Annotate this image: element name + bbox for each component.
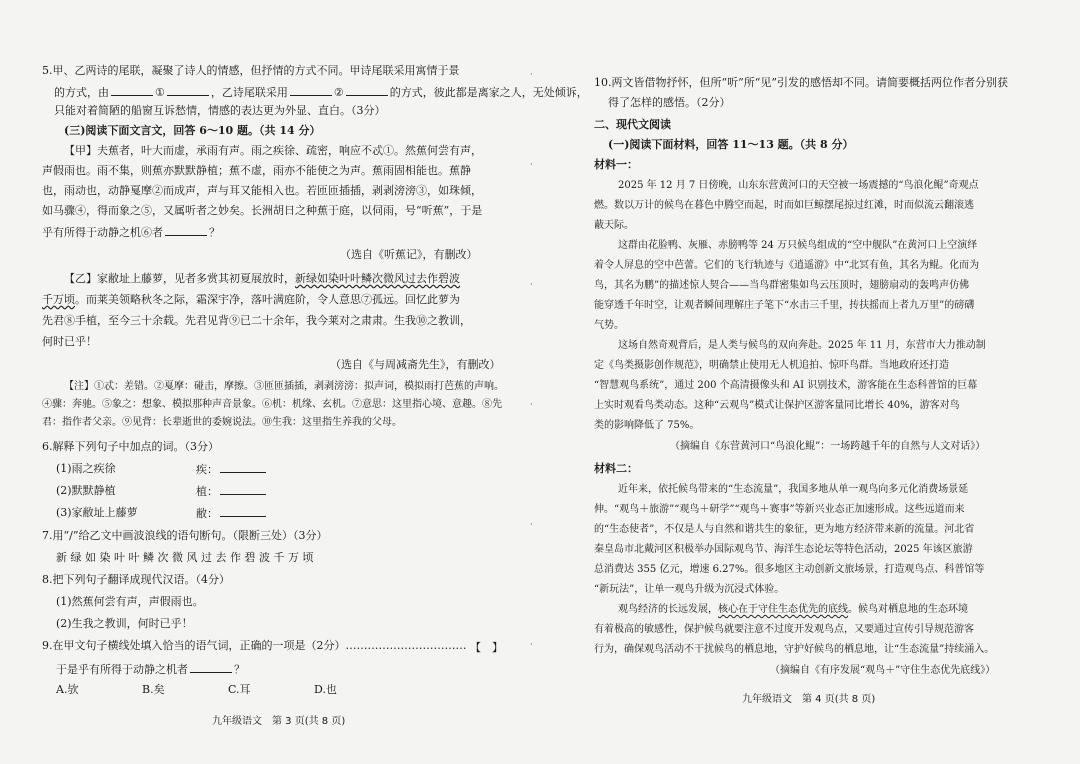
- q7-text: 新 绿 如 染 叶 叶 鳞 次 微 风 过 去 作 碧 波 千 万 顷: [56, 551, 314, 564]
- q9-option-d[interactable]: D.也: [314, 683, 337, 696]
- jia-line5: 乎有所得于动静之机⑥者 ？: [42, 226, 220, 239]
- material1-label: 材料一：: [594, 158, 638, 171]
- q5-line2: 的方式，由 ① ，乙诗尾联采用 ② 的方式，彼此都是离家之人，无处倾诉，: [54, 86, 588, 99]
- q5-line3: 只能对着简陋的船窗互诉愁情，情感的表达更为外显、直白。（3分）: [54, 104, 386, 117]
- page-footer-left: 九年级语文 第 3 页(共 8 页): [212, 716, 346, 727]
- yi-source: （选自《与周减斋先生》，有删改）: [330, 358, 501, 371]
- q9-option-a[interactable]: A.欤: [56, 683, 79, 696]
- q6-answer3: 敝：: [196, 506, 266, 521]
- q6-item2: (2)默默静植: [56, 484, 116, 497]
- m2-line8: 有着极高的敏感性，保护候鸟就要注意不过度开发观鸟点，又要通过宣传引导规范游客: [594, 624, 974, 635]
- yi-line2: 千万顷。而莱美领略秋冬之际，霜深宇净，落叶满庭阶，令人意思⑦孤远。回忆此萝为: [42, 293, 460, 306]
- m1-line2: 燃。数以万计的候鸟在暮色中腾空而起，时而如巨鲸摆尾掠过红滩，时而似流云翻滚逃: [594, 200, 974, 211]
- notes-line2: ④骤：奔驰。⑤象之：想象、模拟那种声音景象。⑥机：机缘、玄机。⑦意思：这里指心境、意趣。⑧先: [42, 399, 502, 410]
- m1-line5: 着令人屏息的空中芭蕾。它们的飞行轨迹与《逍遥游》中“北冥有鱼，其名为鲲。化而为: [594, 260, 980, 271]
- m1-line8: 气势。: [594, 320, 624, 331]
- blank-1-label: ①: [155, 86, 165, 99]
- q8-title: 8.把下列句子翻译成现代汉语。（4分）: [42, 573, 230, 586]
- section3-title: (三)阅读下面文言文，回答 6～10 题。（共 14 分）: [64, 124, 321, 137]
- m1-line3: 蔽天际。: [594, 220, 634, 231]
- m1-line4: 这群由花脸鸭、灰雁、赤膀鸭等 24 万只候鸟组成的“空中舰队”在黄河口上空演绎: [618, 240, 978, 251]
- q9-sentence: 于是乎有所得于动静之机者 ？: [56, 663, 245, 676]
- m2-line5: 总消费达 355 亿元，增速 6.27%。很多地区主动创新文旅场景，打造观鸟点、科普馆等: [594, 564, 985, 575]
- yi-line3: 先君⑧手植，至今三十余载。先君见背⑨已二十余年，我今莱对之肃肃。生我⑩之教训，: [42, 314, 471, 327]
- m1-line7: 能穿透千年时空，让观者瞬间理解庄子笔下“水击三千里，抟扶摇而上者九万里”的磅礴: [594, 300, 975, 311]
- part1-title: (一)阅读下面材料，回答 11～13 题。（共 8 分）: [608, 138, 854, 151]
- m2-line4: 秦皇岛市北戴河区积极举办国际观鸟节、海洋生态论坛等特色活动，2025 年该区旅游: [594, 544, 973, 555]
- q10-line1: 10.两文皆借物抒怀，但所“听”所“见”引发的感悟却不同。请简要概括两位作者分别获: [594, 76, 1008, 89]
- wavy-sentence: 新绿如染叶叶鳞次微风过去作碧波: [295, 272, 460, 285]
- blank-2-label: ②: [333, 86, 344, 99]
- q8-item2: (2)生我之教训，何时已乎！: [56, 617, 193, 630]
- m1-source: （摘编自《东营黄河口“鸟浪化鲲”：一场跨越千年的自然与人文对话》）: [670, 441, 986, 452]
- m2-line9: 行为，确保观鸟活动不干扰候鸟的栖息地，守护好候鸟的栖息地，让“生态流量”持续涌入。: [594, 644, 995, 655]
- m1-line11: “智慧观鸟系统”，通过 200 个高清摄像头和 AI 识别技术，游客能在生态科普馆的巨幕: [594, 380, 978, 391]
- q8-item1: (1)然蕉何尝有声，声假雨也。: [56, 595, 204, 608]
- q6-title: 6.解释下列句子中加点的词。（3分）: [42, 440, 219, 453]
- right-page: [540, 0, 1080, 764]
- m1-line10: 定《鸟类摄影创作规范》，明确禁止使用无人机追拍、惊吓鸟群。当地政府还打造: [594, 360, 949, 371]
- m1-line1: 2025 年 12 月 7 日傍晚，山东东营黄河口的天空被一场震撼的“鸟浪化鲲”奇观点: [618, 180, 979, 191]
- notes-line1: 【注】①忒：差错。②戛摩：碰击，摩擦。③匝匝插插，剥剥滂滂：拟声词，模拟雨打芭蕉的声响。: [64, 381, 504, 392]
- m2-source: （摘编自《有序发展“观鸟＋”守住生态优先底线》）: [770, 665, 996, 676]
- jia-line1: 【甲】夫蕉者，叶大而虚，承雨有声。雨之疾徐、疏密，响应不忒①。然蕉何尝有声，: [64, 144, 482, 157]
- yi-line4: 何时已乎！: [42, 335, 97, 348]
- m2-line7: 观鸟经济的长远发展，核心在于守住生态优先的底线。候鸟对栖息地的生态环境: [618, 604, 968, 615]
- q10-line2: 得了怎样的感悟。（2分）: [608, 96, 731, 109]
- m2-line2: 伸。“观鸟＋旅游”“观鸟＋研学”“观鸟＋赛事”等新兴业态正加速形成。这些远道而来: [594, 504, 965, 515]
- q9-option-c[interactable]: C.耳: [228, 683, 251, 696]
- jia-line4: 如马骤④，得而象之⑤，又属听者之妙矣。长洲胡日之种蕉于庭，以伺雨，号“听蕉”，于是: [42, 204, 483, 217]
- q9-option-b[interactable]: B.矣: [142, 683, 165, 696]
- m2-line1: 近年来，依托候鸟带来的“生态流量”，我国多地从单一观鸟向多元化消费场景延: [618, 484, 969, 495]
- q6-answer1: 疾：: [196, 462, 266, 477]
- yi-line1: 【乙】家敝址上藤萝，见者多赏其初夏展放时，新绿如染叶叶鳞次微风过去作碧波: [64, 272, 460, 285]
- q6-item1: (1)雨之疾徐: [56, 462, 116, 475]
- m1-line13: 类的影响降低了 75%。: [594, 420, 700, 431]
- q6-item3: (3)家敝址上藤萝: [56, 506, 138, 519]
- q5-line1: 5.甲、乙两诗的尾联，凝聚了诗人的情感，但抒情的方式不同。甲诗尾联采用寓情于景: [42, 64, 460, 77]
- section2-title: 二、现代文阅读: [594, 118, 671, 131]
- jia-line3: 也，雨动也，动静戛摩②而成声，声与耳又能相入也。若匝匝插插，剥剥滂滂③，如珠倾，: [42, 184, 482, 197]
- underlined-phrase: 核心在于守住生态优先的底线: [718, 604, 848, 615]
- q7-title: 7.用“/”给乙文中画波浪线的语句断句。（限断三处）（3分）: [42, 529, 328, 542]
- jia-line2: 声假雨也。雨不集，则蕉亦默默静植；蕉不虚，雨亦不能使之为声。蕉雨固相能也。蕉静: [42, 164, 471, 177]
- q9-answer-bracket[interactable]: 【 】: [470, 641, 503, 654]
- m1-line12: 上实时观看鸟类动态。这种“云观鸟”模式让保护区游客量同比增长 40%，游客对鸟: [594, 400, 960, 411]
- m2-line6: “新玩法”，让单一观鸟升级为沉浸式体验。: [594, 584, 785, 595]
- m1-line9: 这场自然奇观背后，是人类与候鸟的双向奔赴。2025 年 11 月，东营市大力推动制: [618, 340, 986, 351]
- q9-title: 9.在甲文句子横线处填入恰当的语气词，正确的一项是（2分）……………………………: [42, 639, 467, 652]
- notes-line3: 君：指作者父亲。⑨见背：长辈逝世的委婉说法。⑩生我：这里指生养我的父母。: [42, 417, 402, 428]
- m2-line3: 的“生态使者”，不仅是人与自然和谐共生的象征，更为地方经济带来新的流量。河北省: [594, 524, 975, 535]
- material2-label: 材料二：: [594, 462, 638, 475]
- jia-source: （选自《听蕉记》，有删改）: [340, 248, 478, 261]
- m1-line6: 鸟，其名为鹏”的描述惊人契合——当鸟群密集如鸟云压顶时，翅膀扇动的轰鸣声仿佛: [594, 280, 970, 291]
- q6-answer2: 植：: [196, 484, 266, 499]
- page-footer-right: 九年级语文 第 4 页(共 8 页): [742, 694, 876, 705]
